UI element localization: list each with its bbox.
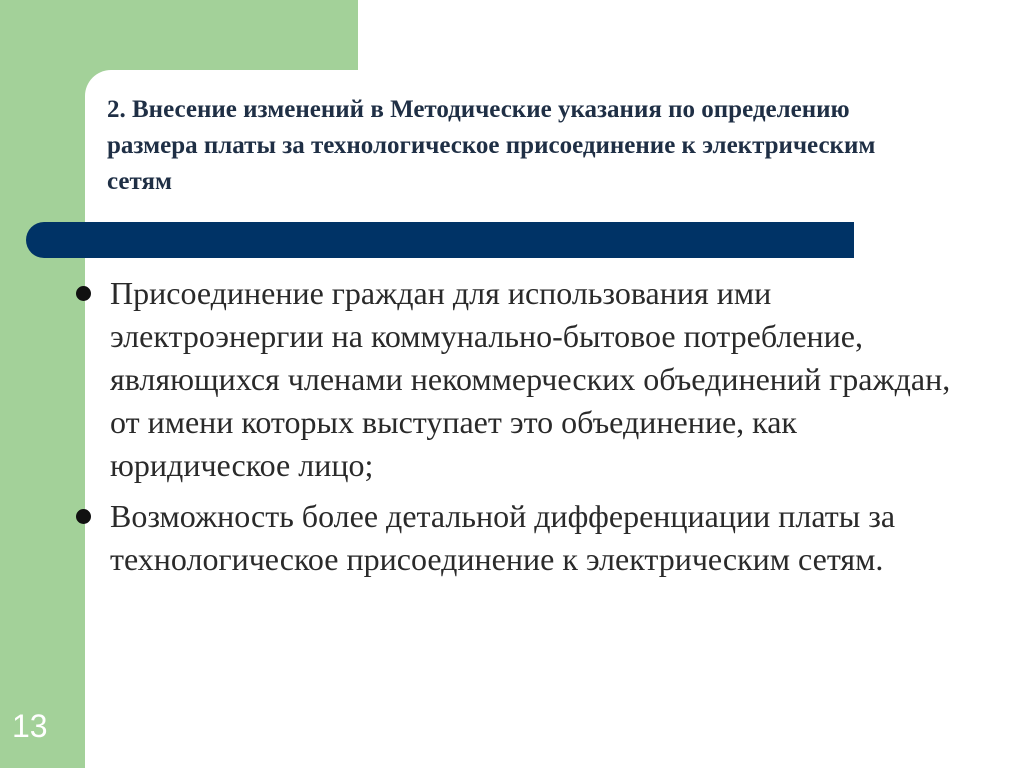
title-underline-bar <box>26 222 854 258</box>
bullet-dot-icon <box>76 286 91 301</box>
bullet-item <box>70 272 970 487</box>
page-number: 13 <box>12 708 48 744</box>
bullet-text: Возможность более детальной дифференциации платы за технологическое присоединение к электрическим сетям. <box>110 498 896 577</box>
slide-title: 2. Внесение изменений в Методические указания по определению размера платы за технологическое присоединение к электрическим сетям <box>107 96 876 195</box>
bullet-list <box>70 272 970 581</box>
bullet-text: Присоединение граждан для использования ими электроэнергии на коммунально-бытовое потребление, являющихся членами некоммерческих объединений граждан, от имени которых выступает это объединение, как юридическое лицо; <box>110 275 951 483</box>
bullet-item <box>70 495 970 581</box>
bullet-dot-icon <box>76 509 91 524</box>
